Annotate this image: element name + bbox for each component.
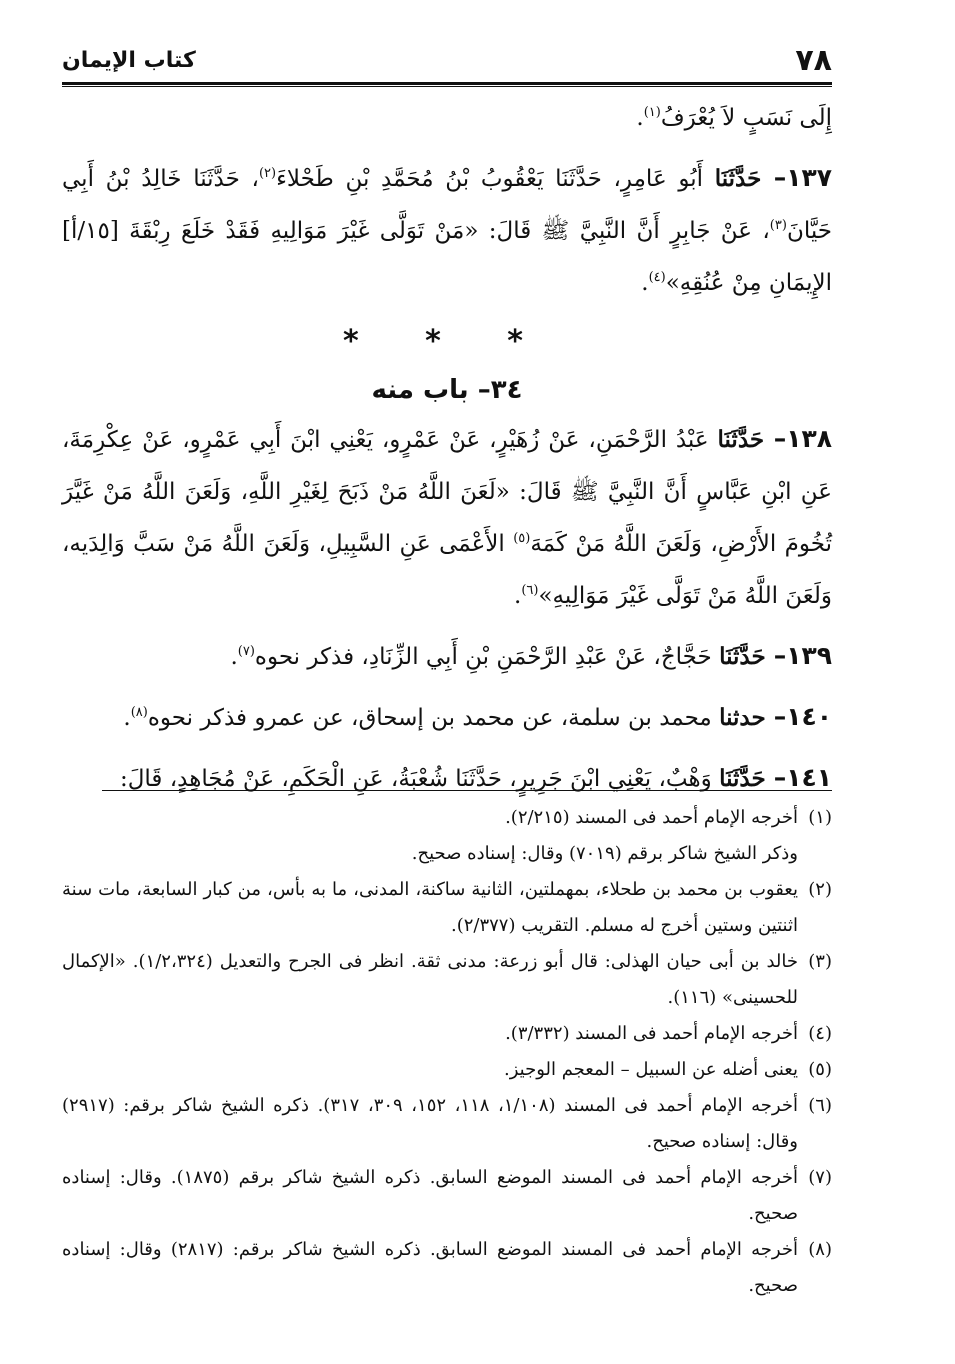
hadith-text: أَبُو عَامِرٍ، حَدَّثَنَا يَعْقُوبُ بْنُ مُحَمَّدِ بْنِ طَحْلاءَ (276, 166, 715, 192)
footnote-ref: (٨) (130, 705, 148, 720)
paragraph-end: . (641, 270, 649, 296)
footnote-marker: (٤) (808, 1023, 832, 1044)
hadith-lead: حَدَّثَنَا (719, 643, 774, 670)
footnote-marker: (١) (808, 807, 832, 828)
footnote (62, 872, 832, 944)
hadith-137 (62, 152, 832, 309)
hadith-text: الأَعْمَى عَنِ السَّبِيلِ، وَلَعَنَ اللَّهُ مَنْ سَبَّ وَالِدَيه، وَلَعَنَ اللَّهُ مَنْ تَوَلَّى غَيْرَ مَوَالِيهِ» (62, 531, 832, 609)
paragraph-end: . (123, 705, 131, 731)
footnote-text: أخرجه الإمام أحمد فى المسند الموضع السابق. ذكره الشيخ شاكر برقم: (٢٨١٧) وقال: إسناده صحيح. (62, 1239, 798, 1296)
paragraph-end: . (514, 583, 522, 609)
page-number: ٧٨ (795, 42, 832, 78)
footnote (62, 944, 832, 1016)
footnote-text: أخرجه الإمام أحمد فى المسند (٣/٣٣٢). (505, 1023, 798, 1044)
footnote-marker: (٨) (808, 1239, 832, 1260)
hadith-number: ١٣٨– (773, 424, 832, 453)
footnote (62, 800, 832, 836)
footnote (62, 1088, 832, 1160)
footnote-ref: (١) (643, 105, 661, 120)
hadith-text: ، حَدَّثَنَا خَالِدُ بْنُ أَبِي حَيَّانَ (62, 166, 832, 244)
footnote-text: وذكر الشيخ شاكر برقم (٧٠١٩) وقال: إسناده صحيح. (411, 843, 798, 864)
paragraph-continuation (62, 92, 832, 144)
footnote (62, 1052, 832, 1088)
footnote-ref: (٣) (769, 218, 787, 233)
footnote-ref: (٤) (648, 270, 666, 285)
page (62, 38, 832, 1338)
hadith-text: ، عَنْ جَابِرٍ أَنَّ النَّبِيَّ ﷺ قَالَ: «مَنْ تَوَلَّى غَيْرَ مَوَالِيهِ فَقَدْ خَلَعَ رِبْقَةَ [١٥/أ] الإِيمَانِ مِنْ عُنُقِهِ» (62, 218, 832, 296)
footnote-text: أخرجه الإمام أحمد فى المسند الموضع السابق. ذكره الشيخ شاكر برقم (١٨٧٥). وقال: إسناده صحيح. (62, 1167, 799, 1224)
footnotes (62, 800, 832, 1304)
hadith-139 (62, 630, 832, 683)
footnote-marker: (٧) (808, 1167, 832, 1188)
footnote-ref: (٥) (513, 531, 531, 546)
footnote-marker: (٥) (808, 1059, 832, 1080)
footnote-ref: (٢) (258, 166, 277, 181)
hadith-lead: حَدَّثَنَا (719, 765, 774, 792)
footnote-marker: (٦) (808, 1095, 832, 1116)
footnote-marker: (٢) (808, 879, 832, 900)
header-rule (62, 86, 832, 87)
footnote-text: أخرجه الإمام أحمد فى المسند (٢/٢١٥). (505, 807, 798, 828)
footnote-text: يعنى أضله عن السبيل – المعجم الوجيز. (503, 1059, 798, 1080)
footnote (62, 1232, 832, 1304)
main-text (62, 92, 832, 805)
footnote-rule (102, 790, 832, 791)
hadith-number: ١٣٧– (773, 163, 832, 192)
paragraph-text: إِلَى نَسَبٍ لاَ يُعْرَفُ (660, 105, 832, 131)
hadith-text: عَبْدُ الرَّحْمَنِ، عَنْ زُهَيْرٍ، عَنْ عَمْرٍو، يَعْنِي ابْنَ أَبِي عَمْرٍو، عَنْ عِكْرِمَةَ، عَنِ ابْنِ عَبَّاسٍ أَنَّ النَّبِيَّ ﷺ قَالَ: «لَعَنَ اللَّهُ مَنْ ذَبَحَ لِغَيْرِ اللَّهِ، وَلَعَنَ اللَّهُ مَنْ غَيَّرَ تُخُومَ الأَرْضِ، وَلَعَنَ اللَّهُ مَنْ كَمَهَ (62, 427, 832, 557)
hadith-138 (62, 413, 832, 622)
paragraph-end: . (636, 105, 644, 131)
footnote-ref: (٦) (521, 583, 539, 598)
hadith-number: ١٤١– (773, 763, 832, 792)
footnote (62, 1160, 832, 1232)
hadith-lead: حَدَّثَنَا (714, 165, 774, 192)
hadith-140 (62, 691, 832, 744)
footnote (62, 836, 832, 872)
book-title: كتاب الإيمان (62, 47, 196, 73)
chapter-heading: ٣٤– باب منه (371, 375, 523, 405)
hadith-141 (62, 752, 832, 805)
hadith-number: ١٤٠– (773, 702, 832, 731)
hadith-text: محمد بن سلمة، عن محمد بن إسحاق، عن عمرو فذكر نحوه (147, 705, 720, 731)
footnote-text: خالد بن أبى حيان الهذلى: قال أبو زرعة: مدنى ثقة. انظر فى الجرح والتعديل (١/٢،٣٢٤). «الإكمال للحسينى» (١١٦). (62, 951, 798, 1008)
running-head (62, 38, 832, 85)
hadith-number: ١٣٩– (773, 641, 832, 670)
footnote (62, 1016, 832, 1052)
section-separator: * * * (343, 324, 551, 359)
paragraph-end: . (230, 644, 238, 670)
hadith-text: حَجَّاجٌ، عَنْ عَبْدِ الرَّحْمَنِ بْنِ أَبِي الزِّنَادِ، فذكر نحوه (254, 644, 720, 670)
footnote-text: يعقوب بن محمد بن طحلاء، بمهملتين، الثانية ساكنة، المدنى، ما به بأس، من كبار السابعة، مات سنة اثنتين وستين أخرج له مسلم. التقريب (٢/٣٧٧). (62, 879, 798, 936)
hadith-lead: حَدَّثَنَا (717, 426, 774, 453)
footnote-text: أخرجه الإمام أحمد فى المسند (١/١٠٨، ١١٨، ١٥٢، ٣٠٩، ٣١٧). ذكره الشيخ شاكر برقم: (٢٩١٧) وقال: إسناده صحيح. (62, 1095, 798, 1152)
footnote-ref: (٧) (237, 644, 255, 659)
hadith-text: وَهْبٌ، يَعْنِي ابْنَ جَرِيرٍ، حَدَّثَنَا شُعْبَةُ، عَنِ الْحَكَمِ، عَنْ مُجَاهِدٍ، قَالَ: (119, 766, 720, 792)
footnote-marker: (٣) (808, 951, 832, 972)
hadith-lead: حدثنا (719, 704, 774, 731)
